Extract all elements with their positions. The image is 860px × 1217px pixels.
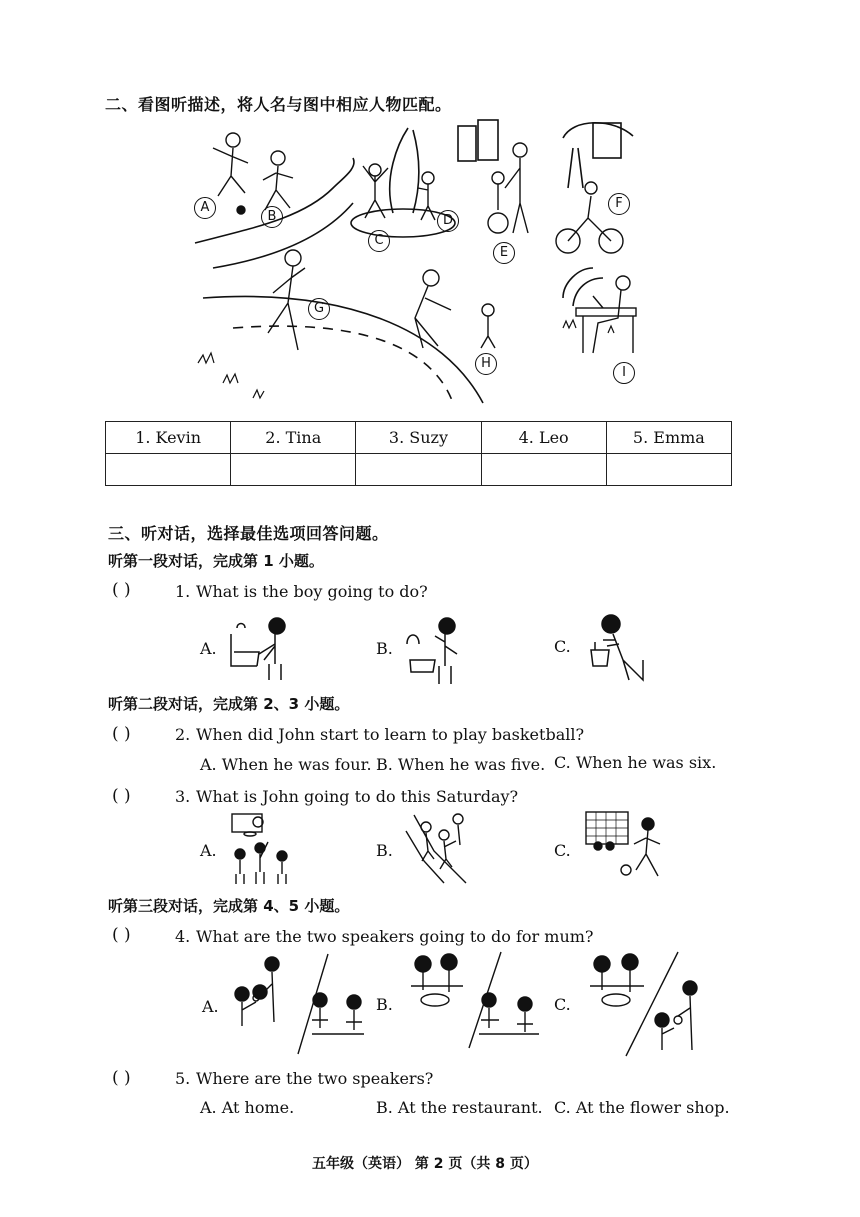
- question-text: What is the boy going to do?: [196, 582, 428, 601]
- option-label[interactable]: C.: [554, 995, 571, 1014]
- answer-cell[interactable]: [481, 454, 606, 486]
- page-footer: 五年级（英语） 第 2 页（共 8 页）: [312, 1156, 538, 1172]
- name-cell: 5. Emma: [606, 422, 731, 454]
- answer-bracket[interactable]: ( ): [112, 724, 131, 744]
- question-number: 5.: [175, 1069, 191, 1088]
- answer-cell[interactable]: [106, 454, 231, 486]
- option-b[interactable]: B. At the restaurant.: [376, 1098, 543, 1117]
- question-number: 4.: [175, 927, 191, 946]
- question-text: What are the two speakers going to do for mum?: [196, 927, 594, 946]
- play-basketball-picture: [228, 812, 294, 886]
- answer-cell[interactable]: [606, 454, 731, 486]
- dialog-3-heading: 听第三段对话，完成第 4、5 小题。: [108, 897, 350, 915]
- option-label[interactable]: B.: [376, 841, 393, 860]
- section-3-title: 三、听对话，选择最佳选项回答问题。: [108, 524, 389, 543]
- option-c[interactable]: C. When he was six.: [554, 753, 717, 772]
- question-text: Where are the two speakers?: [196, 1069, 434, 1088]
- give-flowers-and-cook-picture: [228, 950, 376, 1058]
- option-label[interactable]: B.: [376, 995, 393, 1014]
- name-cell: 2. Tina: [231, 422, 356, 454]
- answer-row: [106, 454, 732, 486]
- park-scene-illustration: [193, 118, 648, 408]
- scene-label-i: I: [613, 362, 635, 384]
- dialog-2-heading: 听第二段对话，完成第 2、3 小题。: [108, 695, 350, 713]
- boy-washing-face-picture: [589, 610, 649, 682]
- answer-cell[interactable]: [356, 454, 481, 486]
- name-cell: 3. Suzy: [356, 422, 481, 454]
- scene-label-c: C: [368, 230, 390, 252]
- pick-flowers-and-cook-picture: [403, 950, 553, 1050]
- option-label[interactable]: C.: [554, 841, 571, 860]
- option-label[interactable]: A.: [202, 997, 219, 1016]
- answer-bracket[interactable]: ( ): [112, 580, 131, 600]
- option-a[interactable]: A. When he was four.: [200, 755, 372, 774]
- option-label[interactable]: C.: [554, 637, 571, 656]
- name-cell: 1. Kevin: [106, 422, 231, 454]
- question-number: 1.: [175, 582, 191, 601]
- boy-brushing-teeth-picture: [405, 614, 467, 686]
- boy-washing-hands-picture: [229, 614, 295, 682]
- option-label[interactable]: A.: [200, 841, 217, 860]
- names-matching-table: [105, 421, 732, 486]
- question-text: What is John going to do this Saturday?: [196, 787, 519, 806]
- scene-label-f: F: [608, 193, 630, 215]
- climb-mountain-picture: [404, 811, 468, 885]
- scene-label-d: D: [437, 210, 459, 232]
- option-label[interactable]: A.: [200, 639, 217, 658]
- play-football-picture: [584, 810, 666, 884]
- answer-bracket[interactable]: ( ): [112, 786, 131, 806]
- option-a[interactable]: A. At home.: [200, 1098, 295, 1117]
- name-cell: 4. Leo: [481, 422, 606, 454]
- option-b[interactable]: B. When he was five.: [376, 755, 546, 774]
- scene-label-e: E: [493, 242, 515, 264]
- pick-flowers-and-give-flowers-picture: [582, 950, 714, 1058]
- scene-label-h: H: [475, 353, 497, 375]
- option-c[interactable]: C. At the flower shop.: [554, 1098, 730, 1117]
- question-number: 2.: [175, 725, 191, 744]
- names-row: [106, 422, 732, 454]
- answer-bracket[interactable]: ( ): [112, 1068, 131, 1088]
- dialog-1-heading: 听第一段对话，完成第 1 小题。: [108, 552, 324, 570]
- section-2-title: 二、看图听描述，将人名与图中相应人物匹配。: [105, 95, 452, 114]
- question-number: 3.: [175, 787, 191, 806]
- scene-label-g: G: [308, 298, 330, 320]
- answer-bracket[interactable]: ( ): [112, 925, 131, 945]
- scene-label-b: B: [261, 206, 283, 228]
- answer-cell[interactable]: [231, 454, 356, 486]
- scene-label-a: A: [194, 197, 216, 219]
- question-text: When did John start to learn to play basketball?: [196, 725, 585, 744]
- option-label[interactable]: B.: [376, 639, 393, 658]
